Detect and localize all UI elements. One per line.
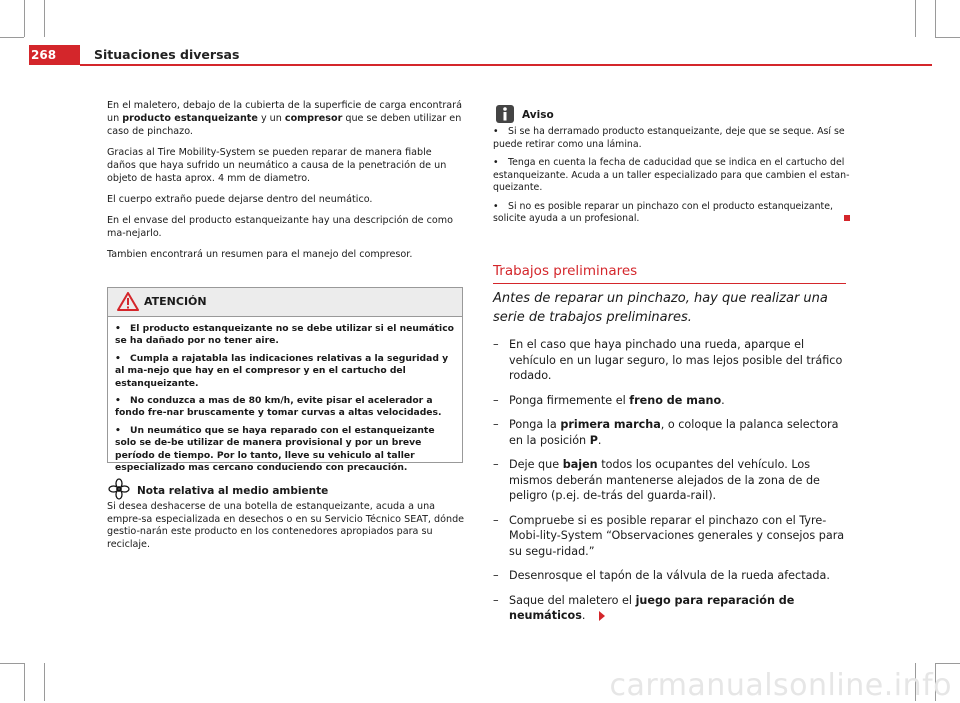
bullet: •: [493, 200, 499, 212]
text-run: Gracias al Tire Mobility-System se pueden reparar de manera fiable daños que haya sufrido un neumático a causa de la penetración de un objeto de hasta aprox. 4 mm de diametro.: [107, 147, 447, 184]
crop-mark: [44, 0, 45, 37]
bold-term: producto estanqueizante: [122, 113, 258, 124]
warning-item: [115, 395, 456, 420]
bullet: •: [115, 352, 121, 364]
text-run: En el maletero, debajo de la cubierta de la superficie de carga encontrará un: [107, 100, 462, 124]
step-item: [493, 513, 853, 560]
warning-header: [108, 288, 462, 317]
dash-marker: –: [493, 513, 499, 527]
bold-term: juego para reparación de neumáticos: [509, 593, 795, 622]
text-run: .: [597, 433, 602, 447]
text-run: y un: [257, 113, 285, 124]
text-run: .: [581, 609, 586, 622]
continue-arrow-icon: [599, 611, 605, 621]
notice-item: [493, 157, 853, 195]
text-run: Saque del maletero el: [509, 593, 636, 607]
section-title: Trabajos preliminares: [493, 263, 638, 279]
step-item: [493, 393, 853, 409]
paragraph: [107, 214, 463, 240]
bold-term: primera marcha: [560, 418, 661, 431]
dash-marker: –: [493, 418, 499, 431]
notice-list: [493, 126, 853, 232]
notice-item: [493, 126, 853, 151]
paragraph: [107, 99, 463, 138]
dash-marker: –: [493, 593, 499, 607]
warning-item-text: Un neumático que se haya reparado con el estanqueizante solo se de-be utilizar de manera provisional y por un breve período de tiempo. Por lo tanto, lleve su vehiculo al taller especializado mas cercano conduciendo con precaución.: [115, 424, 435, 474]
warning-box: [107, 287, 463, 474]
text-run: todos los ocupantes del vehículo. Los mismos deberán mantenerse alejados de la zona de de peligro (p.ej. de-trás del guarda-rail).: [509, 458, 820, 502]
warning-title: ATENCIÓN: [144, 295, 207, 308]
warning-item: [115, 353, 456, 390]
step-item: [493, 457, 853, 504]
header-rule: [80, 64, 932, 66]
dash-marker: –: [493, 458, 499, 471]
text-run: , o coloque la palanca selectora en la posición: [509, 418, 839, 447]
warning-list: [108, 317, 462, 474]
paragraph: [107, 248, 463, 261]
notice-item: [493, 201, 853, 226]
notice-item-text: Si se ha derramado producto estanqueizante, deje que se seque. Así se puede retirar como una lámina.: [493, 126, 845, 150]
warning-item-text: No conduzca a mas de 80 km/h, evite pisar el acelerador a fondo fre-nar bruscamente y tomar curvas a altas velocidades.: [115, 395, 442, 419]
paragraph: [107, 193, 463, 206]
notice-title: Aviso: [522, 109, 554, 121]
warning-item: [115, 323, 456, 348]
step-item: [493, 337, 853, 384]
dash-marker: –: [493, 569, 499, 582]
bullet: •: [493, 157, 499, 168]
paragraph: [107, 146, 463, 185]
environment-flower-icon: [108, 478, 130, 500]
section-rule: [493, 283, 846, 284]
crop-mark: [0, 37, 24, 38]
bullet: •: [115, 323, 121, 334]
warning-item-text: El producto estanqueizante no se debe utilizar si el neumático se ha dañado por no tener aire.: [115, 323, 454, 347]
crop-mark: [24, 663, 25, 701]
page-number: 268: [29, 45, 80, 65]
notice-item-text: Tenga en cuenta la fecha de caducidad que se indica en el cartucho del estanqueizante. Acuda a un taller especializado para que cambien el estan-queizante.: [493, 157, 850, 193]
text-run: Ponga firmemente el: [509, 393, 630, 407]
bold-term: P: [589, 433, 598, 447]
bullet: •: [115, 395, 121, 407]
info-note-icon: [495, 104, 515, 124]
dash-marker: –: [493, 393, 499, 407]
bullet: •: [493, 126, 499, 137]
steps-list: [493, 337, 853, 633]
bold-term: compresor: [284, 113, 343, 124]
crop-mark: [24, 0, 25, 37]
environment-note-text: Si desea deshacerse de una botella de estanqueizante, acuda a una empre-sa especializada en desechos o en su Servicio Técnico SEAT, dónde gestio-narán este producto en los contenedores apropiados para su reciclaje.: [107, 501, 465, 550]
text-run: Tambien encontrará un resumen para el manejo del compresor.: [107, 249, 413, 260]
text-run: .: [721, 393, 725, 407]
crop-mark: [44, 663, 45, 701]
dash-marker: –: [493, 338, 499, 351]
section-intro: Antes de reparar un pinchazo, hay que realizar una serie de trabajos preliminares.: [493, 291, 828, 325]
left-column-text: [107, 99, 463, 269]
text-run: Desenrosque el tapón de la válvula de la rueda afectada.: [509, 569, 830, 582]
crop-mark: [0, 663, 24, 664]
warning-triangle-icon: [117, 292, 139, 311]
text-run: En el envase del producto estanqueizante hay una descripción de como ma-nejarlo.: [107, 215, 453, 239]
warning-item-text: Cumpla a rajatabla las indicaciones relativas a la seguridad y al ma-nejo que hay en el compresor y en el cartucho del estanqueizante.: [115, 352, 449, 389]
text-run: En el caso que haya pinchado una rueda, aparque el vehículo en un lugar seguro, lo mas lejos posible del tráfico rodado.: [509, 338, 843, 382]
bullet: •: [115, 424, 121, 436]
warning-item: [115, 425, 456, 475]
crop-mark: [915, 0, 916, 37]
step-item: [493, 568, 853, 584]
text-run: El cuerpo extraño puede dejarse dentro del neumático.: [107, 194, 373, 205]
bold-term: bajen: [562, 458, 598, 471]
text-run: que se deben utilizar en caso de pinchazo.: [107, 113, 462, 137]
watermark: [212, 663, 952, 703]
crop-mark: [935, 0, 936, 37]
text-run: Deje que: [509, 458, 563, 471]
step-item: [493, 593, 853, 624]
end-of-section-marker: [844, 215, 850, 221]
svg-text:carmanualsonline.info: carmanualsonline.info: [609, 668, 952, 703]
crop-mark: [935, 37, 960, 38]
step-item: [493, 417, 853, 448]
text-run: Ponga la: [509, 418, 561, 431]
environment-note-title: Nota relativa al medio ambiente: [137, 485, 329, 497]
page-title: Situaciones diversas: [94, 47, 240, 62]
text-run: Compruebe si es posible reparar el pinchazo con el Tyre-Mobi-lity-System “Observaciones generales y consejos para su segu-ridad.”: [509, 513, 845, 558]
bold-term: freno de mano: [629, 393, 722, 407]
notice-item-text: Si no es posible reparar un pinchazo con el producto estanqueizante, solicite ayuda a un profesional.: [493, 200, 833, 224]
